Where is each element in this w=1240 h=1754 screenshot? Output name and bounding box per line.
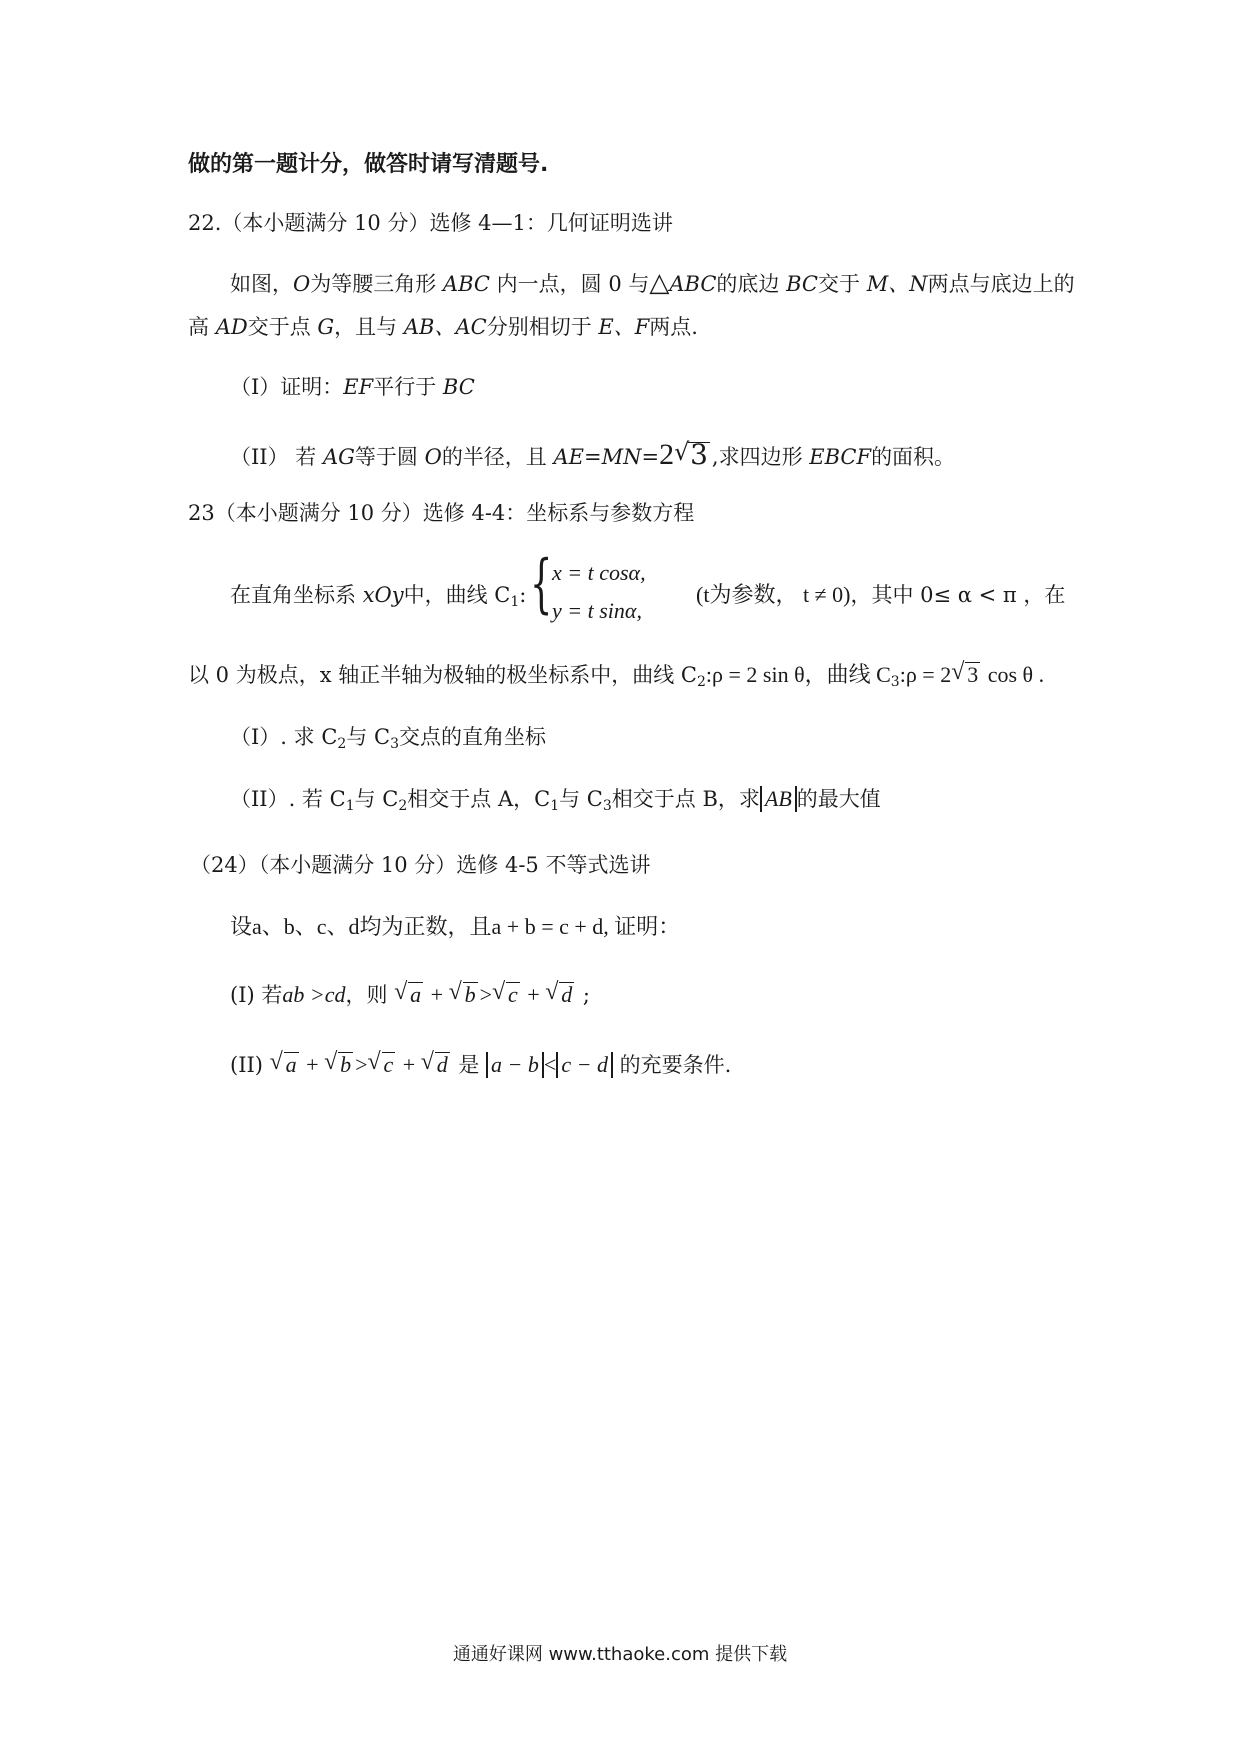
q23-stem-line1: 在直角坐标系 xOy中，曲线 $C_1$:	[230, 583, 527, 610]
page-footer: 通通好课网 www.tthaoke.com 提供下载	[452, 1644, 788, 1665]
q23-title: 23（本小题满分 10 分）选修 4-4：坐标系与参数方程	[188, 501, 695, 525]
left-brace-icon: {	[530, 547, 553, 621]
q23-part2: （II）. 若 $C_1$与 $C_2$相交于点 A，$C_1$与 $C_3$相交于点 B，求 AB 的最大值	[230, 786, 881, 814]
q23-part1: （I）. 求 $C_2$与 $C_3$交点的直角坐标	[230, 725, 546, 752]
q22-title: 22.（本小题满分 10 分）选修 4—1：几何证明选讲	[188, 211, 673, 235]
section-instruction: 做的第一题计分，做答时请写清题号.	[188, 152, 549, 177]
q22-part1: （I）证明：EF平行于 BC	[230, 375, 475, 399]
q24-part1: (I) 若ab >cd，则 √ a + √ b >√ c + √ d ;	[230, 980, 590, 1010]
q24-part2: (II) √ a + √ b >√ c + √ d 是 a − b < c − d 的充要条件.	[230, 1050, 731, 1080]
q22-part2: （II） 若 AG等于圆 O的半径，且 AE=MN=2√ 3 ,求四边形 EBCF的面积。	[230, 440, 955, 472]
q22-stem-line1: 如图，O为等腰三角形 ABC 内一点，圆 0 与△ABC的底边 BC交于 M、N两点与底边上的	[230, 268, 1075, 298]
q24-title: （24）（本小题满分 10 分）选修 4-5 不等式选讲	[190, 853, 651, 877]
q23-parametric-system: { x = t cosα, y = t sinα,	[530, 547, 646, 623]
q23-stem-line1-tail: (t为参数， t ≠ 0)，其中 0≤ α < π ，在	[696, 582, 1066, 607]
q23-stem-line2: 以 0 为极点，x 轴正半轴为极轴的极坐标系中，曲线 $C_2:\rho = 2$ sin θ，曲线 $C_3:\rho = 2√$ 3 cos θ .	[188, 660, 1044, 697]
q24-stem: 设a、b、c、d均为正数，且a + b = c + d, 证明：	[230, 914, 681, 939]
q22-stem-line2: 高 AD交于点 G，且与 AB、AC分别相切于 E、F两点.	[188, 315, 698, 339]
